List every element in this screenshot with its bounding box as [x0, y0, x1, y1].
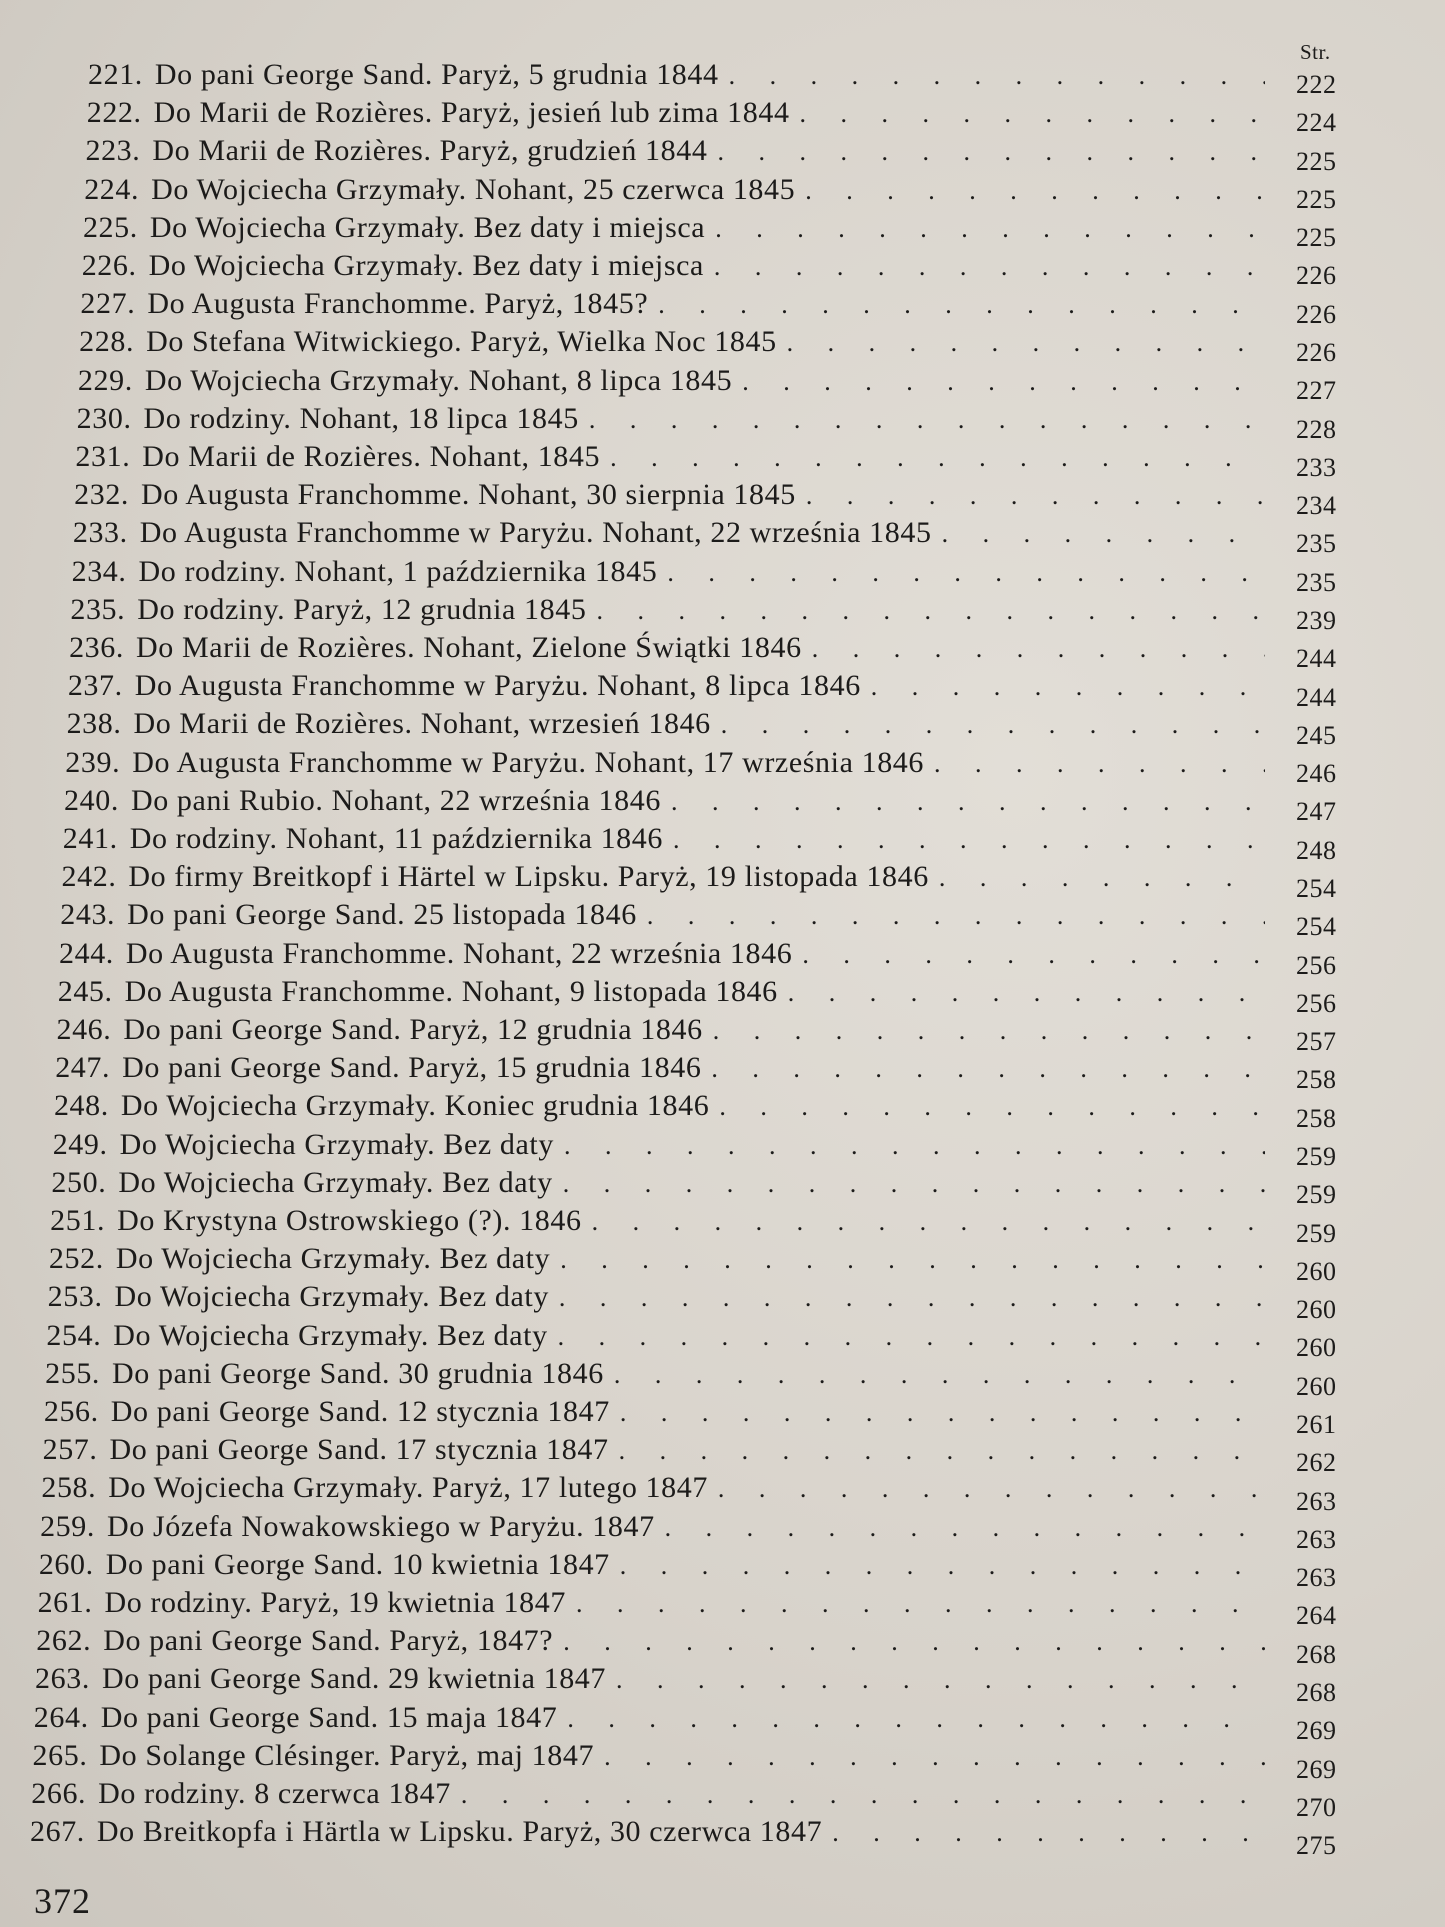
entry-number: 250. — [51, 1165, 107, 1199]
entry-page-number: 228 — [1296, 414, 1337, 444]
entry-page-number: 263 — [1296, 1486, 1337, 1516]
toc-entry — [45, 1356, 1275, 1390]
entry-number: 256. — [43, 1395, 99, 1428]
dot-leader — [719, 1094, 1265, 1120]
entry-number: 253. — [47, 1280, 103, 1314]
toc-entry — [43, 1435, 1275, 1465]
entry-title: Do Wojciecha Grzymały. Bez daty i miejsca — [149, 210, 706, 244]
entry-title: Do Stefana Witwickiego. Paryż, Wielka Noc 1845 — [146, 325, 777, 359]
entry-page-number: 225 — [1296, 223, 1337, 253]
entry-number: 262. — [36, 1624, 92, 1658]
toc-entry — [68, 671, 1275, 701]
entry-page-number: 259 — [1296, 1218, 1337, 1248]
entry-page-number: 233 — [1296, 452, 1337, 482]
entry-number: 249. — [52, 1127, 108, 1161]
entry-number: 238. — [66, 707, 122, 741]
toc-entry — [33, 1700, 1275, 1734]
entry-title: Do Augusta Franchomme. Nohant, 22 września 1846 — [125, 936, 793, 970]
entry-number: 254. — [46, 1318, 102, 1352]
toc-entry — [48, 1282, 1275, 1312]
entry-page-number: 260 — [1296, 1256, 1337, 1286]
toc-entry — [82, 210, 1275, 244]
entry-title: Do rodziny. Nohant, 11 października 1846 — [129, 822, 663, 855]
entry-page-number: 254 — [1296, 874, 1337, 904]
entry-title: Do firmy Breitkopf i Härtel w Lipsku. Paryż, 19 listopada 1846 — [128, 860, 929, 894]
entry-title: Do Augusta Franchomme w Paryżu. Nohant, 17 września 1846 — [132, 745, 924, 779]
entry-title: Do Breitkopfa i Härtla w Lipsku. Paryż, 30 czerwca 1847 — [96, 1815, 823, 1849]
entry-title: Do Wojciecha Grzymały. Bez daty — [113, 1318, 548, 1352]
entry-number: 264. — [33, 1700, 89, 1734]
toc-entry — [54, 1091, 1275, 1121]
toc-entry — [38, 1588, 1275, 1618]
entry-page-number: 239 — [1296, 606, 1337, 636]
dot-leader — [721, 712, 1265, 738]
toc-entry — [56, 1015, 1275, 1045]
dot-leader — [616, 1667, 1265, 1693]
entry-page-number: 263 — [1296, 1524, 1337, 1554]
dot-leader — [461, 1782, 1265, 1808]
toc-entry — [64, 783, 1275, 817]
entry-page-number: 275 — [1296, 1831, 1337, 1861]
dot-leader — [715, 216, 1265, 242]
entry-page-number: 259 — [1296, 1180, 1337, 1210]
entry-page-number: 260 — [1296, 1333, 1337, 1363]
toc-entry — [49, 1244, 1275, 1274]
dot-leader — [564, 1133, 1265, 1159]
toc-entry — [59, 936, 1275, 970]
dot-leader — [812, 636, 1265, 662]
entry-title: Do pani George Sand. 12 stycznia 1847 — [110, 1395, 610, 1428]
entry-number: 241. — [62, 822, 118, 855]
entry-page-number: 244 — [1296, 644, 1337, 674]
entry-number: 235. — [70, 592, 126, 626]
entry-title: Do pani George Sand. 17 stycznia 1847 — [109, 1433, 609, 1467]
entry-number: 267. — [30, 1815, 85, 1849]
entry-number: 246. — [56, 1013, 112, 1046]
entry-page-number: 234 — [1296, 491, 1337, 521]
toc-entry — [32, 1738, 1275, 1772]
entry-number: 263. — [35, 1662, 90, 1696]
dot-leader — [713, 1018, 1265, 1044]
toc-entry — [36, 1626, 1275, 1656]
dot-leader — [800, 101, 1265, 127]
entry-page-number: 257 — [1296, 1027, 1337, 1057]
entry-title: Do pani George Sand. Paryż, 12 grudnia 1846 — [123, 1013, 703, 1046]
entry-title: Do Augusta Franchomme w Paryżu. Nohant, 8 lipca 1846 — [134, 669, 861, 703]
entry-title: Do Wojciecha Grzymały. Koniec grudnia 1846 — [120, 1089, 710, 1123]
entry-page-number: 264 — [1296, 1601, 1337, 1631]
entry-title: Do Krystyna Ostrowskiego (?). 1846 — [117, 1204, 582, 1237]
dot-leader — [560, 1247, 1265, 1273]
toc-entry — [76, 401, 1275, 435]
entry-title: Do Marii de Rozières. Nohant, wrzesień 1846 — [133, 707, 711, 741]
entry-page-number: 227 — [1296, 376, 1337, 406]
dot-leader — [558, 1324, 1265, 1350]
entry-page-number: 263 — [1296, 1563, 1337, 1593]
dot-leader — [610, 445, 1265, 471]
page-number: 372 — [34, 1881, 91, 1921]
entry-title: Do Marii de Rozières. Nohant, Zielone Świątki 1846 — [135, 631, 802, 664]
page-column-header: Str. — [1300, 40, 1331, 64]
entry-title: Do Wojciecha Grzymały. Bez daty — [115, 1242, 551, 1276]
toc-entry — [79, 327, 1275, 357]
entry-page-number: 260 — [1296, 1371, 1337, 1401]
entry-number: 258. — [41, 1471, 97, 1505]
dot-leader — [718, 1476, 1265, 1502]
entry-page-number: 226 — [1296, 338, 1337, 367]
entry-number: 236. — [69, 631, 124, 664]
entry-page-number: 260 — [1296, 1295, 1337, 1325]
entry-title: Do Wojciecha Grzymały. Paryż, 17 lutego 1847 — [108, 1471, 708, 1505]
dot-leader — [658, 292, 1265, 318]
entry-page-number: 224 — [1296, 108, 1337, 138]
entry-number: 221. — [88, 58, 143, 91]
entry-number: 226. — [81, 249, 137, 282]
dot-leader — [805, 178, 1265, 204]
entry-number: 245. — [57, 974, 113, 1008]
dot-leader — [563, 1629, 1265, 1655]
entry-title: Do Wojciecha Grzymały. Bez daty — [114, 1280, 549, 1314]
toc-entry — [46, 1318, 1275, 1352]
toc-entry — [38, 1547, 1275, 1581]
entry-title: Do Józefa Nowakowskiego w Paryżu. 1847 — [106, 1509, 655, 1543]
toc-entry — [82, 251, 1275, 281]
toc-entry — [71, 554, 1275, 588]
entry-number: 243. — [60, 898, 116, 932]
dot-leader — [934, 751, 1265, 777]
entry-page-number: 268 — [1296, 1639, 1337, 1669]
entry-page-number: 235 — [1296, 567, 1337, 597]
entry-page-number: 225 — [1296, 146, 1337, 176]
entry-title: Do pani George Sand. 30 grudnia 1846 — [112, 1356, 604, 1390]
entry-title: Do rodziny. Paryż, 12 grudnia 1845 — [137, 592, 587, 626]
entry-number: 240. — [64, 783, 119, 817]
dot-leader — [871, 674, 1265, 700]
entry-page-number: 258 — [1296, 1065, 1337, 1095]
entry-page-number: 246 — [1296, 759, 1337, 789]
entry-title: Do Solange Clésinger. Paryż, maj 1847 — [99, 1738, 595, 1772]
toc-entry — [40, 1509, 1275, 1543]
dot-leader — [620, 1400, 1265, 1426]
toc-entry — [55, 1053, 1275, 1083]
dot-leader — [567, 1706, 1265, 1732]
entry-title: Do Marii de Rozières. Nohant, 1845 — [142, 440, 601, 473]
dot-leader — [671, 789, 1265, 815]
toc-entry — [52, 1127, 1275, 1161]
entry-page-number: 259 — [1296, 1142, 1337, 1172]
entry-number: 252. — [48, 1242, 104, 1276]
toc-entry — [69, 633, 1275, 663]
entry-title: Do pani George Sand. 25 listopada 1846 — [127, 898, 637, 932]
dot-leader — [788, 980, 1265, 1006]
entry-number: 244. — [59, 936, 114, 970]
entry-page-number: 270 — [1296, 1792, 1337, 1822]
toc-entry — [67, 709, 1275, 739]
entry-page-number: 269 — [1296, 1754, 1337, 1784]
entry-number: 247. — [55, 1051, 111, 1085]
entry-page-number: 256 — [1296, 988, 1337, 1018]
toc-entry — [51, 1165, 1275, 1199]
toc-entry — [87, 98, 1275, 128]
toc-entry — [41, 1473, 1275, 1503]
entry-number: 257. — [42, 1433, 98, 1467]
toc-entry — [30, 1817, 1275, 1847]
entry-title: Do rodziny. Nohant, 1 października 1845 — [138, 554, 658, 588]
dot-leader — [942, 521, 1265, 547]
entry-number: 225. — [82, 210, 138, 244]
entry-number: 265. — [32, 1738, 88, 1772]
dot-leader — [620, 1553, 1265, 1579]
entry-page-number: 226 — [1296, 261, 1337, 291]
toc-entry — [65, 745, 1275, 779]
entry-number: 227. — [80, 287, 136, 321]
entry-title: Do Wojciecha Grzymały. Bez daty — [118, 1165, 553, 1199]
entry-number: 261. — [37, 1586, 93, 1619]
entry-page-number: 226 — [1296, 299, 1337, 329]
toc-entry — [75, 442, 1275, 472]
entry-title: Do pani Rubio. Nohant, 22 września 1846 — [130, 783, 661, 817]
entry-number: 230. — [76, 401, 132, 435]
entry-number: 260. — [38, 1547, 94, 1581]
dot-leader — [592, 1209, 1265, 1235]
dot-leader — [563, 1171, 1265, 1197]
dot-leader — [742, 369, 1265, 395]
entry-title: Do pani George Sand. 10 kwietnia 1847 — [105, 1547, 610, 1581]
dot-leader — [596, 598, 1265, 624]
entry-title: Do Augusta Franchomme w Paryżu. Nohant, 22 września 1845 — [139, 516, 932, 550]
entry-title: Do Augusta Franchomme. Nohant, 9 listopada 1846 — [124, 974, 778, 1008]
entry-page-number: 247 — [1296, 797, 1337, 827]
entry-number: 233. — [72, 516, 128, 550]
toc-entry — [74, 480, 1275, 510]
entry-title: Do Wojciecha Grzymały. Bez daty i miejsca — [148, 249, 704, 282]
entry-title: Do Marii de Rozières. Paryż, jesień lub zima 1844 — [153, 96, 790, 130]
entry-page-number: 222 — [1296, 70, 1337, 99]
dot-leader — [673, 827, 1265, 853]
entry-title: Do rodziny. 8 czerwca 1847 — [98, 1777, 451, 1810]
entry-page-number: 245 — [1296, 720, 1337, 750]
entry-number: 228. — [79, 325, 135, 359]
entry-number: 266. — [31, 1777, 87, 1810]
entry-title: Do Wojciecha Grzymały. Bez daty — [119, 1127, 554, 1161]
dot-leader — [647, 903, 1265, 929]
dot-leader — [787, 330, 1265, 356]
dot-leader — [711, 1056, 1265, 1082]
entry-number: 222. — [86, 96, 142, 130]
entry-title: Do rodziny. Paryż, 19 kwietnia 1847 — [104, 1586, 566, 1619]
dot-leader — [665, 1515, 1265, 1541]
entry-page-number: 262 — [1296, 1448, 1337, 1478]
entry-number: 248. — [53, 1089, 109, 1123]
entry-number: 242. — [61, 860, 117, 894]
entry-page-number: 225 — [1296, 184, 1337, 214]
entry-page-number: 258 — [1296, 1103, 1337, 1133]
toc-entry — [44, 1397, 1275, 1427]
toc-entry — [77, 363, 1275, 397]
entry-title: Do Wojciecha Grzymały. Nohant, 8 lipca 1845 — [144, 363, 733, 397]
dot-leader — [576, 1591, 1265, 1617]
toc-entry — [85, 136, 1275, 166]
entry-number: 237. — [67, 669, 123, 703]
entry-title: Do pani George Sand. 29 kwietnia 1847 — [101, 1662, 606, 1696]
toc-entry — [35, 1664, 1275, 1694]
entry-page-number: 244 — [1296, 682, 1337, 712]
entry-title: Do Augusta Franchomme. Nohant, 30 sierpnia 1845 — [141, 478, 796, 512]
dot-leader — [939, 865, 1265, 891]
dot-leader — [559, 1285, 1265, 1311]
entry-page-number: 269 — [1296, 1716, 1337, 1746]
dot-leader — [619, 1438, 1265, 1464]
entry-page-number: 256 — [1296, 950, 1337, 980]
entry-number: 224. — [84, 172, 140, 206]
entry-title: Do Marii de Rozières. Paryż, grudzień 1844 — [152, 134, 708, 168]
entry-number: 229. — [77, 363, 133, 397]
entry-number: 239. — [65, 745, 121, 779]
dot-leader — [614, 1362, 1265, 1388]
entry-number: 223. — [85, 134, 141, 168]
entry-number: 232. — [74, 478, 130, 512]
entry-title: Do pani George Sand. 15 maja 1847 — [100, 1700, 558, 1734]
toc-entry — [62, 862, 1275, 892]
entry-page-number: 261 — [1296, 1410, 1337, 1440]
dot-leader — [714, 254, 1265, 280]
dot-leader — [802, 942, 1265, 968]
entry-title: Do pani George Sand. Paryż, 5 grudnia 1844 — [154, 58, 719, 91]
toc-entry — [73, 518, 1275, 548]
toc-entry — [50, 1206, 1275, 1236]
toc-entry — [80, 289, 1275, 319]
dot-leader — [729, 63, 1265, 89]
dot-leader — [717, 139, 1265, 165]
dot-leader — [667, 560, 1265, 586]
entry-title: Do Wojciecha Grzymały. Nohant, 25 czerwca 1845 — [151, 172, 796, 206]
entry-page-number: 268 — [1296, 1678, 1337, 1708]
entry-title: Do Augusta Franchomme. Paryż, 1845? — [147, 287, 649, 321]
entry-page-number: 254 — [1296, 912, 1337, 942]
dot-leader — [832, 1820, 1265, 1846]
toc-entry — [57, 974, 1275, 1008]
entry-page-number: 235 — [1296, 529, 1337, 559]
dot-leader — [604, 1744, 1265, 1770]
entry-number: 251. — [50, 1204, 106, 1237]
entry-title: Do pani George Sand. Paryż, 1847? — [103, 1624, 554, 1658]
toc-entry — [31, 1779, 1275, 1809]
dot-leader — [806, 483, 1265, 509]
toc-entry — [84, 172, 1275, 206]
entry-title: Do rodziny. Nohant, 18 lipca 1845 — [143, 401, 579, 435]
toc-entry — [70, 592, 1275, 626]
entry-number: 259. — [40, 1509, 95, 1543]
toc-entry — [88, 60, 1275, 90]
entry-number: 255. — [45, 1356, 101, 1390]
entry-number: 234. — [71, 554, 127, 588]
entry-title: Do pani George Sand. Paryż, 15 grudnia 1846 — [122, 1051, 702, 1085]
entry-page-number: 248 — [1296, 835, 1337, 865]
toc-entry — [63, 824, 1275, 854]
dot-leader — [589, 407, 1265, 433]
entry-number: 231. — [75, 440, 131, 473]
toc-entry — [60, 900, 1275, 930]
